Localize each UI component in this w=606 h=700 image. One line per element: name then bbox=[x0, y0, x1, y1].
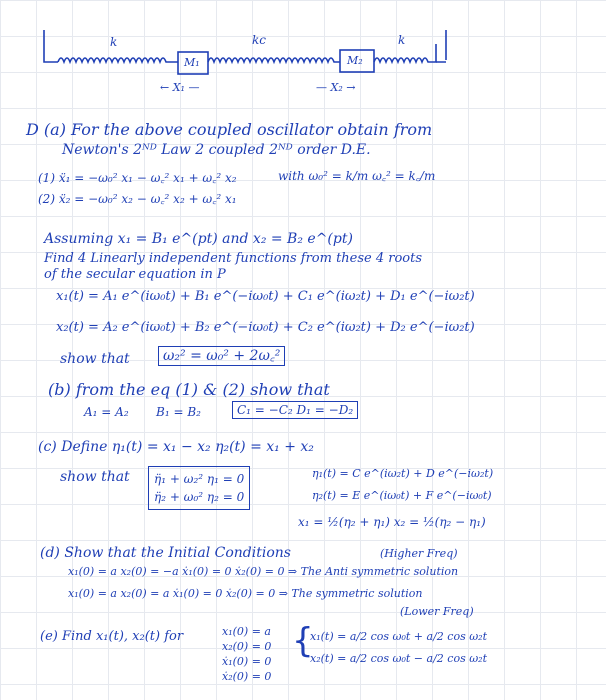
show-that-c: show that bbox=[60, 469, 130, 485]
eta1-solution: η₁(t) = C e^(iω₂t) + D e^(−iω₂t) bbox=[312, 467, 494, 480]
assuming-line: Assuming x₁ = B₁ e^(pt) and x₂ = B₂ e^(pt) bbox=[44, 231, 353, 247]
ic-x2: x₂(0) = 0 bbox=[222, 640, 272, 653]
equation-2: (2) ẍ₂ = −ω₀² x₂ − ω꜀² x₂ + ω꜀² x₁ bbox=[38, 192, 237, 206]
spring-2-label: kc bbox=[252, 33, 266, 47]
eta2-solution: η₂(t) = E e^(iω₀t) + F e^(−iω₀t) bbox=[312, 489, 492, 502]
anti-symmetric-conditions: x₁(0) = a x₂(0) = −a ẋ₁(0) = 0 ẋ₂(0) = 0 ⇒ The Anti symmetric solution bbox=[68, 565, 459, 578]
part-b-text: (b) from the eq (1) & (2) show that bbox=[48, 380, 330, 399]
part-a-header: D (a) For the above coupled oscillator obtain from bbox=[26, 120, 433, 139]
answer-x2: x₂(t) = a/2 cos ω₀t − a/2 cos ω₂t bbox=[310, 652, 488, 665]
normal-mode-eq-1: η̈₁ + ω₂² η₁ = 0 bbox=[154, 472, 245, 486]
higher-freq-label: (Higher Freq) bbox=[380, 547, 458, 560]
ic-x2-dot: ẋ₂(0) = 0 bbox=[222, 670, 272, 683]
right-wall bbox=[436, 30, 446, 62]
lower-freq-label: (Lower Freq) bbox=[400, 605, 474, 618]
part-b-result-2: B₁ = B₂ bbox=[156, 405, 201, 419]
x-from-eta: x₁ = ½(η₂ + η₁) x₂ = ½(η₂ − η₁) bbox=[298, 515, 486, 529]
spring-1 bbox=[58, 58, 178, 62]
x1-label: ← X₁ — bbox=[160, 81, 200, 94]
find-line-1: Find 4 Linearly independent functions from these 4 roots bbox=[44, 251, 423, 266]
spring-2 bbox=[208, 58, 340, 62]
omega-relation-box: ω₂² = ω₀² + 2ω꜀² bbox=[158, 346, 285, 366]
answer-x1: x₁(t) = a/2 cos ω₀t + a/2 cos ω₂t bbox=[310, 630, 488, 643]
ic-x1: x₁(0) = a bbox=[222, 625, 271, 638]
symmetric-conditions: x₁(0) = a x₂(0) = a ẋ₁(0) = 0 ẋ₂(0) = 0 ⇒ The symmetric solution bbox=[68, 587, 423, 600]
show-that-a: show that bbox=[60, 351, 130, 367]
curly-brace-icon: { bbox=[292, 621, 314, 661]
x2-general-solution: x₂(t) = A₂ e^(iω₀t) + B₂ e^(−iω₀t) + C₂ e^(iω₂t) + D₂ e^(−iω₂t) bbox=[56, 320, 475, 335]
spring-3-label: k bbox=[398, 33, 406, 47]
part-d-text: (d) Show that the Initial Conditions bbox=[40, 545, 291, 561]
x1-general-solution: x₁(t) = A₁ e^(iω₀t) + B₁ e^(−iω₀t) + C₁ e^(iω₂t) + D₁ e^(−iω₂t) bbox=[56, 289, 475, 304]
left-wall bbox=[44, 30, 58, 62]
part-b-result-1: A₁ = A₂ bbox=[84, 405, 129, 419]
normal-mode-eq-2: η̈₂ + ω₀² η₂ = 0 bbox=[154, 490, 245, 504]
ic-x1-dot: ẋ₁(0) = 0 bbox=[222, 655, 272, 668]
spring-3 bbox=[374, 44, 436, 62]
equation-1: (1) ẍ₁ = −ω₀² x₁ − ω꜀² x₁ + ω꜀² x₂ bbox=[38, 171, 237, 185]
mass-2-label: M₂ bbox=[347, 54, 363, 67]
part-b-box: C₁ = −C₂ D₁ = −D₂ bbox=[232, 401, 358, 419]
x2-label: — X₂ → bbox=[316, 81, 356, 94]
part-c-define: (c) Define η₁(t) = x₁ − x₂ η₂(t) = x₁ + x₂ bbox=[38, 439, 314, 455]
part-a-header-line2: Newton's 2ᴺᴰ Law 2 coupled 2ᴺᴰ order D.E. bbox=[62, 142, 371, 158]
mass-1-label: M₁ bbox=[184, 56, 200, 69]
find-line-2: of the secular equation in P bbox=[44, 267, 226, 282]
part-e-text: (e) Find x₁(t), x₂(t) for bbox=[40, 629, 184, 644]
spring-1-label: k bbox=[110, 35, 118, 49]
normal-mode-equations-box bbox=[148, 466, 250, 510]
with-definitions: with ω₀² = k/m ω꜀² = k꜀/m bbox=[278, 169, 436, 183]
